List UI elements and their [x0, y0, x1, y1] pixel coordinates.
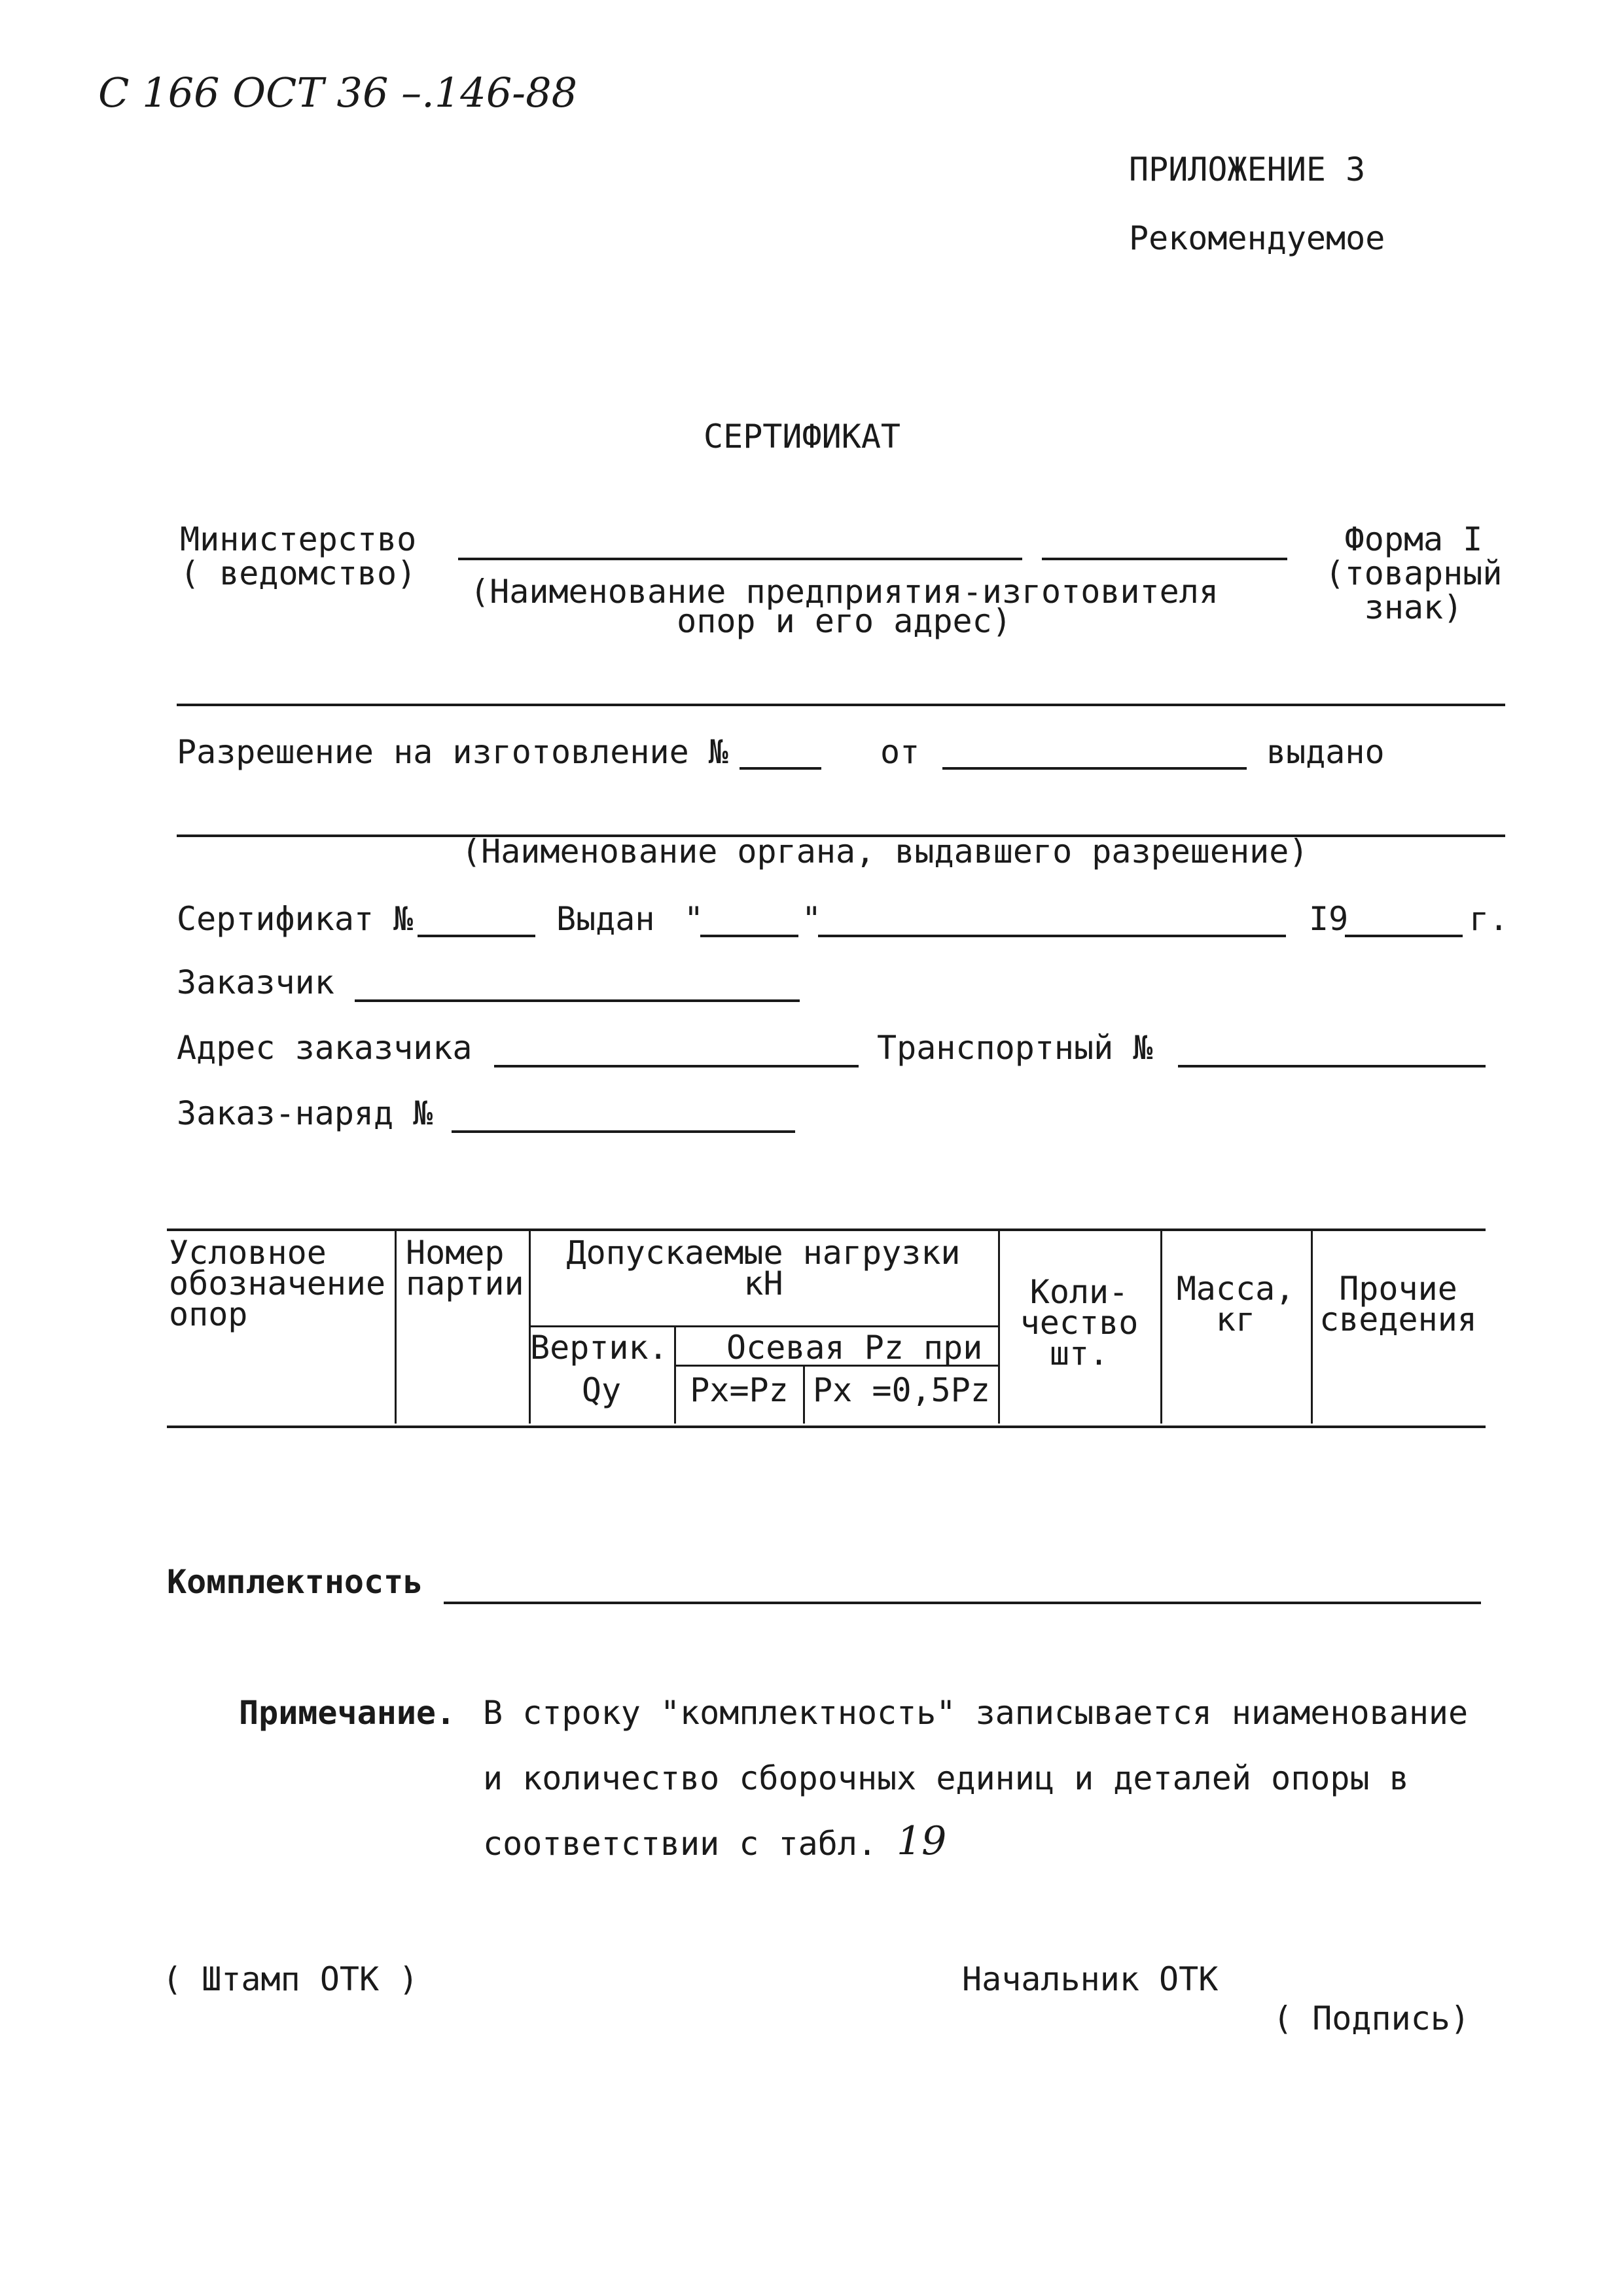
col-quantity-line2: чество — [1020, 1304, 1139, 1342]
col-batch-line1: Номер — [406, 1234, 505, 1272]
certificate-day-field[interactable] — [700, 935, 798, 937]
enterprise-name-field-2[interactable] — [1042, 558, 1287, 560]
table-top-border — [167, 1229, 1486, 1231]
certificate-number-field[interactable] — [418, 935, 535, 937]
customer-label: Заказчик — [177, 963, 334, 1001]
permit-date-field[interactable] — [942, 767, 1247, 770]
note-label: Примечание. — [239, 1694, 456, 1732]
col-axial: Осевая Pz при — [726, 1329, 983, 1367]
certificate-issued-label: Выдан — [556, 900, 655, 938]
otk-stamp: ( Штамп ОТК ) — [162, 1960, 419, 1998]
customer-address-field[interactable] — [494, 1065, 859, 1067]
col-quantity-line1: Коли- — [1029, 1273, 1129, 1311]
loads-subheader-rule — [529, 1325, 998, 1327]
col-batch-line2: партии — [406, 1265, 524, 1302]
trademark-label-2: знак) — [1364, 588, 1463, 626]
recommended-label: Рекомендуемое — [1129, 219, 1385, 257]
document-title: СЕРТИФИКАТ — [704, 418, 901, 456]
col-designation-line1: Условное — [169, 1234, 327, 1272]
col-loads-line1: Допускаемые нагрузки — [566, 1234, 961, 1272]
table-bottom-border — [167, 1426, 1486, 1428]
permit-issued-label: выдано — [1266, 733, 1385, 771]
col-loads-line2: кН — [743, 1265, 783, 1302]
appendix-label: ПРИЛОЖЕНИЕ 3 — [1129, 151, 1366, 188]
certificate-month-field[interactable] — [818, 935, 1286, 937]
quote-close: " — [802, 900, 822, 938]
work-order-label: Заказ-наряд № — [177, 1094, 433, 1132]
col-mass-line2: кг — [1215, 1300, 1256, 1338]
col-designation-line3: опор — [169, 1295, 248, 1333]
year-suffix: г. — [1469, 900, 1509, 938]
work-order-field[interactable] — [452, 1130, 795, 1133]
certificate-number-label: Сертификат № — [177, 900, 414, 938]
full-width-field[interactable] — [177, 704, 1505, 706]
completeness-label: Комплектность — [167, 1563, 423, 1601]
quote-open: " — [684, 900, 704, 938]
note-table-ref: 19 — [897, 1818, 947, 1864]
certificate-year-field[interactable] — [1345, 935, 1463, 937]
col-other-line2: сведения — [1319, 1300, 1477, 1338]
trademark-label: (товарный — [1325, 554, 1503, 592]
col-mass-line1: Масса, — [1176, 1270, 1295, 1308]
col-other-line1: Прочие — [1339, 1270, 1457, 1308]
col-designation-line2: обозначение — [169, 1265, 386, 1302]
permit-label: Разрешение на изготовление № — [177, 733, 728, 771]
col-vertical-symbol: Qy — [581, 1371, 622, 1409]
year-prefix: I9 — [1309, 900, 1349, 938]
col-quantity-line3: шт. — [1049, 1335, 1109, 1372]
col-axial-b: Px =0,5Pz — [813, 1371, 990, 1409]
ministry-sublabel: ( ведомство) — [180, 554, 417, 592]
signature-caption: ( Подпись) — [1273, 2000, 1471, 2037]
col-vertical: Вертик. — [530, 1329, 668, 1367]
note-line3: соответствии с табл. — [483, 1825, 878, 1863]
customer-address-label: Адрес заказчика — [177, 1029, 473, 1067]
form-label: Форма I — [1344, 520, 1483, 558]
authority-caption: (Наименование органа, выдавшего разрешение) — [461, 833, 1309, 870]
ministry-label: Министерство — [180, 520, 417, 558]
transport-field[interactable] — [1178, 1065, 1486, 1067]
handwritten-reference: С 166 ОСТ 36 –.146-88 — [98, 69, 578, 117]
table-divider-1 — [395, 1230, 397, 1424]
col-axial-a: Px=Pz — [690, 1371, 789, 1409]
customer-field[interactable] — [355, 999, 800, 1002]
transport-label: Транспортный № — [877, 1029, 1153, 1067]
otk-chief: Начальник ОТК — [962, 1960, 1219, 1998]
note-line1: В строку "комплектность" записывается ниаменование — [483, 1694, 1469, 1732]
enterprise-caption-line2: опор и его адрес) — [677, 602, 1012, 640]
permit-number-field[interactable] — [740, 767, 821, 770]
completeness-field[interactable] — [444, 1602, 1481, 1604]
enterprise-name-field[interactable] — [458, 558, 1022, 560]
enterprise-caption-line1: (Наименование предприятия-изготовителя — [470, 573, 1219, 611]
note-line2: и количество сборочных единиц и деталей опоры в — [483, 1759, 1409, 1797]
permit-from-label: от — [880, 733, 920, 771]
